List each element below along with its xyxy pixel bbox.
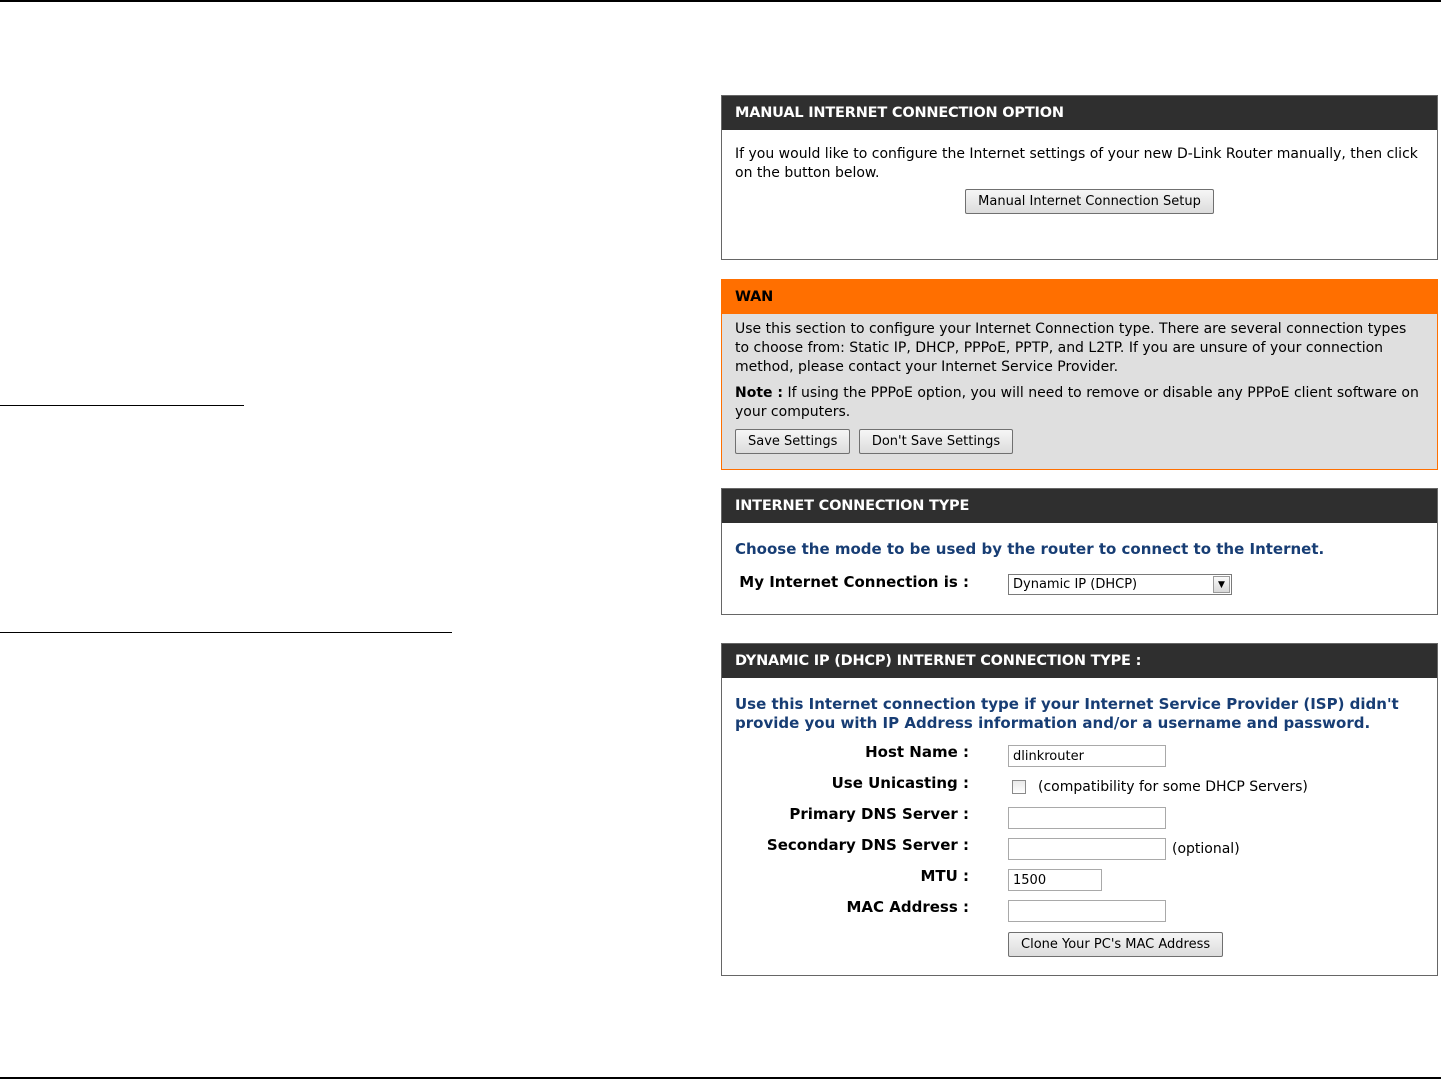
- primary-dns-input[interactable]: [1008, 807, 1166, 829]
- top-border-line: [0, 0, 1441, 2]
- left-underline-2: [0, 632, 452, 633]
- host-name-row: [735, 739, 1424, 770]
- unicasting-checkbox[interactable]: [1012, 780, 1026, 794]
- clone-mac-address-button[interactable]: Clone Your PC's MAC Address: [1008, 932, 1223, 957]
- manual-connection-panel: [721, 95, 1438, 260]
- mac-address-row: [735, 894, 1424, 925]
- unicasting-label: Use Unicasting :: [831, 774, 969, 792]
- left-underline-1: [0, 405, 244, 406]
- dont-save-settings-button[interactable]: Don't Save Settings: [859, 429, 1013, 454]
- unicasting-row: [735, 770, 1424, 801]
- manual-connection-description: If you would like to configure the Internet settings of your new D-Link Router manually, then click on the button below.: [735, 146, 1418, 181]
- mtu-input[interactable]: [1008, 869, 1102, 891]
- primary-dns-row: [735, 801, 1424, 832]
- unicasting-note: (compatibility for some DHCP Servers): [1038, 779, 1308, 795]
- primary-dns-label: Primary DNS Server :: [789, 805, 969, 823]
- wan-panel: [721, 279, 1438, 470]
- secondary-dns-label: Secondary DNS Server :: [766, 836, 969, 854]
- save-settings-button[interactable]: Save Settings: [735, 429, 850, 454]
- secondary-dns-input[interactable]: [1008, 838, 1166, 860]
- wan-note-label: Note :: [735, 385, 783, 401]
- connection-type-header: INTERNET CONNECTION TYPE: [722, 489, 1437, 523]
- manual-connection-setup-button[interactable]: Manual Internet Connection Setup: [965, 189, 1214, 214]
- connection-type-label: My Internet Connection is :: [739, 573, 969, 591]
- dhcp-panel: [721, 643, 1438, 976]
- connection-type-panel: [721, 488, 1438, 615]
- host-name-label: Host Name :: [865, 743, 969, 761]
- dropdown-arrow-icon[interactable]: ▼: [1213, 576, 1230, 593]
- wan-note: [735, 384, 1424, 422]
- dhcp-header: DYNAMIC IP (DHCP) INTERNET CONNECTION TYPE :: [722, 644, 1437, 678]
- bottom-border-line: [0, 1077, 1441, 1079]
- manual-connection-header: MANUAL INTERNET CONNECTION OPTION: [722, 96, 1437, 130]
- mtu-row: [735, 863, 1424, 894]
- connection-type-selected-value: Dynamic IP (DHCP): [1013, 577, 1138, 592]
- wan-note-text: If using the PPPoE option, you will need to remove or disable any PPPoE client software on your computers.: [735, 385, 1419, 420]
- secondary-dns-optional-note: (optional): [1172, 841, 1240, 857]
- secondary-dns-row: [735, 832, 1424, 863]
- mac-address-input[interactable]: [1008, 900, 1166, 922]
- host-name-input[interactable]: [1008, 745, 1166, 767]
- wan-header: WAN: [722, 280, 1437, 314]
- mac-address-label: MAC Address :: [846, 898, 969, 916]
- connection-type-select[interactable]: [1008, 574, 1232, 595]
- mtu-label: MTU :: [920, 867, 969, 885]
- dhcp-intro: Use this Internet connection type if your Internet Service Provider (ISP) didn't provide you with IP Address information and/or a username and password.: [735, 695, 1399, 732]
- connection-type-prompt: Choose the mode to be used by the router to connect to the Internet.: [735, 540, 1325, 558]
- wan-description: Use this section to configure your Internet Connection type. There are several connection types to choose from: Static IP, DHCP, PPPoE, PPTP, and L2TP. If you are unsure of your connection method, please contact your Internet Service Provider.: [735, 321, 1407, 375]
